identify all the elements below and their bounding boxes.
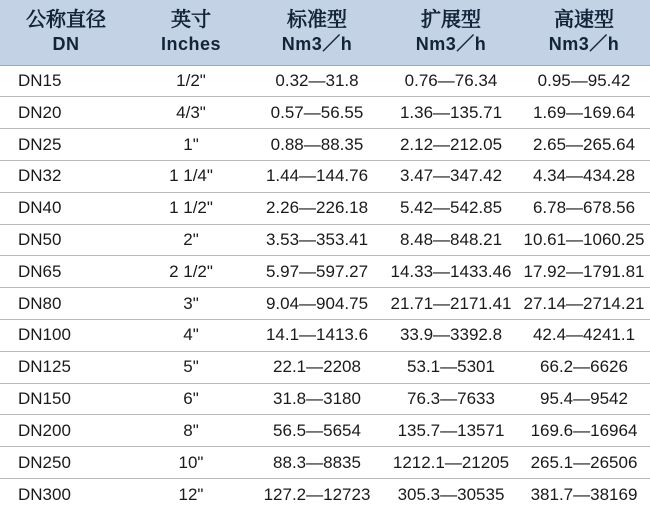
cell-highspeed: 265.1—26506 [518,447,650,479]
cell-highspeed: 17.92—1791.81 [518,256,650,288]
cell-standard: 3.53—353.41 [250,224,384,256]
cell-extended: 21.71—2171.41 [384,288,518,320]
table-row [0,320,650,352]
cell-nominal-diameter: DN150 [0,383,132,415]
table-row [0,129,650,161]
cell-nominal-diameter: DN50 [0,224,132,256]
cell-nominal-diameter: DN25 [0,129,132,161]
column-header-unit: Inches [160,34,222,54]
cell-inches: 8" [132,415,250,447]
cell-highspeed: 169.6—16964 [518,415,650,447]
cell-inches: 2 1/2" [132,256,250,288]
cell-extended: 2.12—212.05 [384,129,518,161]
cell-nominal-diameter: DN200 [0,415,132,447]
table-row [0,160,650,192]
cell-extended: 5.42—542.85 [384,192,518,224]
cell-inches: 4" [132,320,250,352]
cell-inches: 4/3" [132,97,250,129]
column-header-nominal-diameter [0,0,132,65]
table-body [0,65,650,510]
table-row [0,97,650,129]
cell-nominal-diameter: DN250 [0,447,132,479]
cell-highspeed: 66.2—6626 [518,351,650,383]
cell-highspeed: 27.14—2714.21 [518,288,650,320]
cell-extended: 305.3—30535 [397,484,505,504]
column-header-unit: Nm3／h [548,34,620,54]
cell-extended: 33.9—3392.8 [384,320,518,352]
column-header-title: 公称直径 [26,9,106,31]
cell-inches: 6" [132,383,250,415]
cell-standard: 88.3—8835 [250,447,384,479]
cell-inches: 1 1/4" [132,160,250,192]
cell-inches: 1/2" [132,65,250,97]
column-header-inches [132,0,250,65]
table-row [0,447,650,479]
cell-nominal-diameter: DN40 [0,192,132,224]
table-row [0,192,650,224]
cell-standard: 0.88—88.35 [250,129,384,161]
cell-extended: 8.48—848.21 [384,224,518,256]
column-header-title: 扩展型 [421,9,481,31]
column-header-extended-type [384,0,518,65]
table-row [0,479,650,510]
cell-extended: 0.76—76.34 [384,65,518,97]
cell-highspeed: 95.4—9542 [518,383,650,415]
cell-standard: 0.32—31.8 [250,65,384,97]
cell-standard: 22.1—2208 [250,351,384,383]
cell-inches: 1 1/2" [132,192,250,224]
table-row [0,288,650,320]
column-header-unit: Nm3／h [415,34,487,54]
table-row [0,256,650,288]
cell-inches: 10" [132,447,250,479]
cell-highspeed: 42.4—4241.1 [518,320,650,352]
header-row [0,0,650,65]
column-header-standard-type [250,0,384,65]
cell-extended: 135.7—13571 [384,415,518,447]
cell-standard: 5.97—597.27 [250,256,384,288]
cell-extended: 53.1—5301 [384,351,518,383]
cell-inches: 1" [132,129,250,161]
cell-highspeed: 2.65—265.64 [518,129,650,161]
table-row [0,383,650,415]
cell-highspeed: 1.69—169.64 [518,97,650,129]
cell-inches: 12" [178,484,204,504]
cell-standard: 2.26—226.18 [250,192,384,224]
cell-inches: 5" [132,351,250,383]
column-header-title: 英寸 [171,9,211,31]
table-row [0,65,650,97]
cell-standard: 0.57—56.55 [250,97,384,129]
cell-highspeed: 6.78—678.56 [518,192,650,224]
cell-standard: 1.44—144.76 [250,160,384,192]
table-row [0,415,650,447]
cell-standard: 14.1—1413.6 [250,320,384,352]
column-header-high-speed-type [518,0,650,65]
cell-nominal-diameter: DN300 [18,484,71,504]
cell-highspeed: 10.61—1060.25 [518,224,650,256]
cell-nominal-diameter: DN32 [0,160,132,192]
table-row [0,351,650,383]
cell-extended: 1.36—135.71 [384,97,518,129]
cell-nominal-diameter: DN80 [0,288,132,320]
column-header-title: 高速型 [554,9,614,31]
table-row [0,224,650,256]
cell-standard: 127.2—12723 [263,484,371,504]
cell-standard: 9.04—904.75 [250,288,384,320]
cell-extended: 1212.1—21205 [384,447,518,479]
cell-extended: 76.3—7633 [384,383,518,415]
cell-standard: 56.5—5654 [250,415,384,447]
cell-nominal-diameter: DN100 [0,320,132,352]
column-header-unit: Nm3／h [281,34,353,54]
cell-nominal-diameter: DN125 [0,351,132,383]
cell-highspeed: 0.95—95.42 [518,65,650,97]
cell-standard: 31.8—3180 [250,383,384,415]
cell-extended: 3.47—347.42 [384,160,518,192]
column-header-title: 标准型 [287,9,347,31]
table-header [0,0,650,65]
cell-highspeed: 4.34—434.28 [518,160,650,192]
cell-nominal-diameter: DN15 [0,65,132,97]
cell-inches: 2" [132,224,250,256]
cell-nominal-diameter: DN20 [0,97,132,129]
cell-nominal-diameter: DN65 [0,256,132,288]
cell-extended: 14.33—1433.46 [384,256,518,288]
cell-inches: 3" [132,288,250,320]
column-header-unit: DN [52,34,80,54]
cell-highspeed: 381.7—38169 [530,484,638,504]
